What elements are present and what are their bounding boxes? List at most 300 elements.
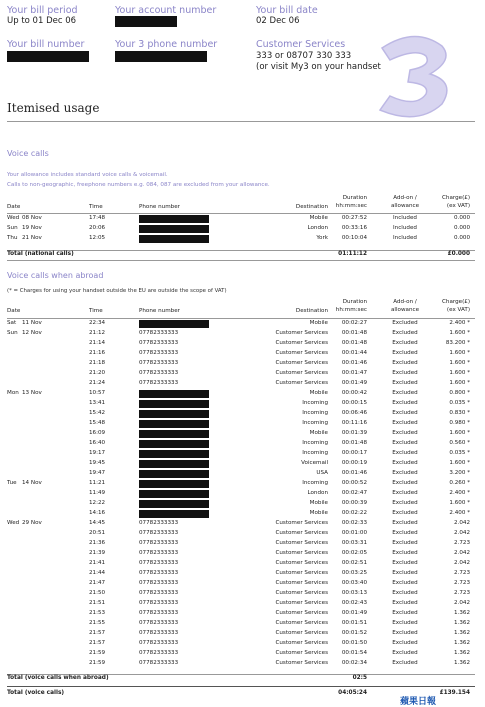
cell-time: 14:16 xyxy=(89,510,106,516)
cell-duration: 00:02:05 xyxy=(341,550,367,556)
cell-time: 21:24 xyxy=(89,380,106,386)
cell-day: Wed xyxy=(7,215,20,221)
cell-destination: Mobile xyxy=(309,510,328,516)
table-row xyxy=(0,410,485,418)
cell-time: 21:57 xyxy=(89,630,106,636)
cell-time: 21:39 xyxy=(89,550,106,556)
col-time: Time xyxy=(89,204,103,210)
cell-allowance: Excluded xyxy=(392,520,418,526)
cell-charge: 2.042 xyxy=(453,560,470,566)
cell-destination: Incoming xyxy=(302,450,328,456)
cell-allowance: Excluded xyxy=(392,650,418,656)
cell-charge: 1.362 xyxy=(453,640,470,646)
cell-time: 21:55 xyxy=(89,620,106,626)
cell-phone: 07782333333 xyxy=(139,660,179,666)
cell-time: 15:42 xyxy=(89,410,106,416)
cell-allowance: Excluded xyxy=(392,470,418,476)
cell-charge: 0.560 * xyxy=(449,440,470,446)
table-row xyxy=(0,660,485,668)
cell-duration: 00:01:00 xyxy=(341,530,367,536)
cell-duration: 00:02:47 xyxy=(341,490,367,496)
account-number-label: Your account number xyxy=(115,5,217,16)
cell-charge: 2.723 xyxy=(453,540,470,546)
cell-time: 21:18 xyxy=(89,360,106,366)
bill-date-value: 02 Dec 06 xyxy=(256,16,300,26)
cell-allowance: Excluded xyxy=(392,340,418,346)
cell-duration: 00:01:48 xyxy=(341,330,367,336)
phone-number-redaction xyxy=(115,51,207,62)
cell-destination: Customer Services xyxy=(275,540,328,546)
cell-destination: Mobile xyxy=(309,430,328,436)
table-row xyxy=(0,400,485,408)
table-row xyxy=(0,360,485,368)
cell-time: 20:06 xyxy=(89,225,106,231)
grand-total-duration: 04:05:24 xyxy=(338,690,367,696)
cell-charge: 1.600 * xyxy=(449,430,470,436)
cell-time: 11:49 xyxy=(89,490,106,496)
table-row xyxy=(0,340,485,348)
bill-period-label: Your bill period xyxy=(7,5,78,16)
cell-allowance: Excluded xyxy=(392,420,418,426)
cell-duration: 00:01:51 xyxy=(341,620,367,626)
bill-number-redaction xyxy=(7,51,89,62)
cell-destination: Customer Services xyxy=(275,360,328,366)
cell-phone: 07782333333 xyxy=(139,380,179,386)
cell-destination: Customer Services xyxy=(275,340,328,346)
cell-destination: Mobile xyxy=(309,215,328,221)
col-addon: Add-on / xyxy=(393,195,417,201)
table-row xyxy=(0,550,485,558)
account-number-redaction xyxy=(115,16,177,27)
cell-destination: Mobile xyxy=(309,500,328,506)
col-time: Time xyxy=(89,308,103,314)
cell-phone: 07782333333 xyxy=(139,360,179,366)
cell-time: 12:05 xyxy=(89,235,106,241)
cell-date: 11 Nov xyxy=(22,320,42,326)
cell-duration: 00:02:34 xyxy=(341,660,367,666)
customer-services-line2: (or visit My3 on your handset xyxy=(256,62,381,72)
cell-charge: 1.600 * xyxy=(449,460,470,466)
cell-date: 08 Nov xyxy=(22,215,42,221)
cell-allowance: Included xyxy=(393,225,417,231)
cell-allowance: Excluded xyxy=(392,610,418,616)
cell-charge: 1.600 * xyxy=(449,380,470,386)
table-row xyxy=(0,390,485,398)
phone-redaction xyxy=(139,470,209,478)
cell-duration: 00:03:31 xyxy=(341,540,367,546)
cell-duration: 00:27:52 xyxy=(341,215,367,221)
col-duration-unit: hh:mm:sec xyxy=(335,203,367,209)
cell-duration: 00:01:50 xyxy=(341,640,367,646)
col-duration: Duration xyxy=(342,299,367,305)
cell-duration: 00:01:47 xyxy=(341,370,367,376)
bill-number-label: Your bill number xyxy=(7,39,85,50)
cell-duration: 00:01:46 xyxy=(341,360,367,366)
cell-phone: 07782333333 xyxy=(139,350,179,356)
cell-destination: Mobile xyxy=(309,320,328,326)
phone-redaction xyxy=(139,390,209,398)
cell-charge: 3.200 * xyxy=(449,470,470,476)
abroad-vat-note: (* = Charges for using your handset outside the EU are outside the scope of VAT) xyxy=(7,288,227,294)
table-row xyxy=(0,450,485,458)
cell-duration: 00:01:54 xyxy=(341,650,367,656)
cell-charge: 2.042 xyxy=(453,520,470,526)
table-row xyxy=(0,560,485,568)
abroad-total-label: Total (voice calls when abroad) xyxy=(7,675,109,681)
table-row xyxy=(0,540,485,548)
phone-redaction xyxy=(139,225,209,233)
cell-phone: 07782333333 xyxy=(139,600,179,606)
cell-duration: 00:01:44 xyxy=(341,350,367,356)
cell-charge: 2.723 xyxy=(453,590,470,596)
col-phone: Phone number xyxy=(139,204,180,210)
cell-destination: Customer Services xyxy=(275,330,328,336)
cell-destination: Customer Services xyxy=(275,370,328,376)
cell-time: 21:41 xyxy=(89,560,106,566)
cell-duration: 00:03:25 xyxy=(341,570,367,576)
col-destination: Destination xyxy=(295,204,328,210)
cell-destination: London xyxy=(307,490,328,496)
cell-date: 12 Nov xyxy=(22,330,42,336)
cell-allowance: Excluded xyxy=(392,410,418,416)
col-allowance: allowance xyxy=(390,203,420,209)
cell-destination: London xyxy=(307,225,328,231)
table-row xyxy=(0,490,485,498)
cell-phone: 07782333333 xyxy=(139,560,179,566)
cell-allowance: Excluded xyxy=(392,580,418,586)
newspaper-watermark: 蘋果日報 xyxy=(400,697,437,707)
cell-time: 21:36 xyxy=(89,540,106,546)
cell-time: 19:47 xyxy=(89,470,106,476)
cell-destination: Customer Services xyxy=(275,520,328,526)
voice-header-divider xyxy=(7,213,475,214)
voice-columns-header xyxy=(0,195,485,211)
col-date: Date xyxy=(7,308,21,314)
cell-charge: 2.042 xyxy=(453,550,470,556)
cell-destination: Customer Services xyxy=(275,380,328,386)
cell-charge: 0.830 * xyxy=(449,410,470,416)
cell-allowance: Excluded xyxy=(392,370,418,376)
cell-duration: 00:00:15 xyxy=(341,400,367,406)
cell-allowance: Excluded xyxy=(392,540,418,546)
cell-destination: Mobile xyxy=(309,390,328,396)
cell-allowance: Excluded xyxy=(392,460,418,466)
table-row xyxy=(0,500,485,508)
cell-allowance: Excluded xyxy=(392,490,418,496)
cell-time: 21:59 xyxy=(89,660,106,666)
cell-destination: Customer Services xyxy=(275,350,328,356)
voice-total-duration: 01:11:12 xyxy=(338,251,367,257)
cell-duration: 00:03:40 xyxy=(341,580,367,586)
cell-phone: 07782333333 xyxy=(139,630,179,636)
cell-charge: 1.600 * xyxy=(449,370,470,376)
phone-redaction xyxy=(139,410,209,418)
col-allowance: allowance xyxy=(390,307,420,313)
cell-destination: Customer Services xyxy=(275,620,328,626)
cell-time: 21:53 xyxy=(89,610,106,616)
cell-time: 19:17 xyxy=(89,450,106,456)
cell-time: 11:21 xyxy=(89,480,106,486)
table-row xyxy=(0,470,485,478)
phone-redaction xyxy=(139,480,209,488)
cell-date: 19 Nov xyxy=(22,225,42,231)
cell-time: 12:22 xyxy=(89,500,106,506)
grand-total-divider xyxy=(7,686,475,687)
cell-allowance: Excluded xyxy=(392,500,418,506)
bill-date-label: Your bill date xyxy=(256,5,318,16)
cell-duration: 00:03:13 xyxy=(341,590,367,596)
bill-period-value: Up to 01 Dec 06 xyxy=(7,16,77,26)
cell-charge: 2.400 * xyxy=(449,490,470,496)
cell-allowance: Included xyxy=(393,215,417,221)
cell-time: 21:16 xyxy=(89,350,106,356)
cell-destination: Customer Services xyxy=(275,530,328,536)
cell-day: Tue xyxy=(7,480,17,486)
cell-duration: 00:00:19 xyxy=(341,460,367,466)
phone-redaction xyxy=(139,460,209,468)
cell-allowance: Excluded xyxy=(392,320,418,326)
cell-time: 21:59 xyxy=(89,650,106,656)
col-charge-vat: (ex VAT) xyxy=(446,307,470,313)
phone-redaction xyxy=(139,215,209,223)
cell-time: 21:57 xyxy=(89,640,106,646)
table-row xyxy=(0,520,485,528)
cell-time: 20:51 xyxy=(89,530,106,536)
cell-time: 14:45 xyxy=(89,520,106,526)
cell-charge: 2.723 xyxy=(453,580,470,586)
table-row xyxy=(0,650,485,658)
voice-exclusion-note: Calls to non-geographic, freephone numbers e.g. 084, 087 are excluded from your allowance. xyxy=(7,182,270,188)
cell-allowance: Excluded xyxy=(392,640,418,646)
cell-allowance: Excluded xyxy=(392,350,418,356)
cell-destination: Customer Services xyxy=(275,600,328,606)
cell-date: 21 Nov xyxy=(22,235,42,241)
cell-charge: 2.400 * xyxy=(449,510,470,516)
voice-total-charge: £0.000 xyxy=(447,251,470,257)
cell-destination: Incoming xyxy=(302,410,328,416)
cell-allowance: Excluded xyxy=(392,480,418,486)
phone-redaction xyxy=(139,420,209,428)
cell-charge: 1.600 * xyxy=(449,330,470,336)
cell-destination: Customer Services xyxy=(275,650,328,656)
cell-day: Wed xyxy=(7,520,20,526)
cell-time: 21:20 xyxy=(89,370,106,376)
cell-phone: 07782333333 xyxy=(139,620,179,626)
cell-destination: Customer Services xyxy=(275,560,328,566)
grand-total-charge: £139.154 xyxy=(439,690,470,696)
cell-time: 21:51 xyxy=(89,600,106,606)
table-row xyxy=(0,580,485,588)
cell-duration: 00:02:51 xyxy=(341,560,367,566)
cell-charge: 1.362 xyxy=(453,650,470,656)
table-row xyxy=(0,460,485,468)
cell-charge: 2.400 * xyxy=(449,320,470,326)
cell-destination: Customer Services xyxy=(275,630,328,636)
cell-charge: 1.362 xyxy=(453,610,470,616)
page-title: Itemised usage xyxy=(7,101,100,115)
cell-duration: 00:00:42 xyxy=(341,390,367,396)
voice-total-label: Total (national calls) xyxy=(7,251,74,257)
cell-time: 16:09 xyxy=(89,430,106,436)
three-logo-icon xyxy=(360,30,470,125)
col-charge: Charge(£) xyxy=(442,299,470,305)
cell-phone: 07782333333 xyxy=(139,520,179,526)
cell-time: 21:47 xyxy=(89,580,106,586)
cell-phone: 07782333333 xyxy=(139,650,179,656)
table-row xyxy=(0,430,485,438)
cell-destination: Incoming xyxy=(302,420,328,426)
cell-destination: Customer Services xyxy=(275,660,328,666)
cell-phone: 07782333333 xyxy=(139,540,179,546)
cell-destination: USA xyxy=(316,470,328,476)
cell-charge: 1.600 * xyxy=(449,360,470,366)
cell-destination: Customer Services xyxy=(275,590,328,596)
cell-destination: Incoming xyxy=(302,480,328,486)
cell-phone: 07782333333 xyxy=(139,580,179,586)
cell-allowance: Excluded xyxy=(392,560,418,566)
cell-day: Sun xyxy=(7,330,18,336)
cell-allowance: Excluded xyxy=(392,620,418,626)
cell-duration: 00:02:33 xyxy=(341,520,367,526)
phone-redaction xyxy=(139,500,209,508)
voice-total-bottom-divider xyxy=(7,260,475,261)
col-phone: Phone number xyxy=(139,308,180,314)
cell-destination: Customer Services xyxy=(275,640,328,646)
phone-redaction xyxy=(139,235,209,243)
cell-allowance: Excluded xyxy=(392,660,418,666)
cell-time: 21:50 xyxy=(89,590,106,596)
col-date: Date xyxy=(7,204,21,210)
cell-charge: 0.000 xyxy=(453,235,470,241)
cell-charge: 1.362 xyxy=(453,620,470,626)
cell-allowance: Excluded xyxy=(392,380,418,386)
cell-allowance: Excluded xyxy=(392,390,418,396)
abroad-header-divider xyxy=(7,318,475,319)
table-row xyxy=(0,570,485,578)
cell-charge: 1.600 * xyxy=(449,500,470,506)
cell-time: 19:45 xyxy=(89,460,106,466)
cell-duration: 00:00:17 xyxy=(341,450,367,456)
cell-allowance: Excluded xyxy=(392,570,418,576)
cell-duration: 00:01:49 xyxy=(341,380,367,386)
phone-redaction xyxy=(139,510,209,518)
cell-charge: 0.035 * xyxy=(449,400,470,406)
cell-time: 10:57 xyxy=(89,390,106,396)
cell-duration: 00:02:43 xyxy=(341,600,367,606)
phone-redaction xyxy=(139,440,209,448)
cell-allowance: Excluded xyxy=(392,510,418,516)
cell-duration: 00:02:27 xyxy=(341,320,367,326)
cell-destination: Customer Services xyxy=(275,580,328,586)
cell-day: Thu xyxy=(7,235,18,241)
cell-charge: 0.260 * xyxy=(449,480,470,486)
col-addon: Add-on / xyxy=(393,299,417,305)
table-row xyxy=(0,235,485,243)
phone-redaction xyxy=(139,320,209,328)
table-row xyxy=(0,600,485,608)
cell-allowance: Excluded xyxy=(392,360,418,366)
cell-destination: Customer Services xyxy=(275,550,328,556)
table-row xyxy=(0,640,485,648)
grand-total-label: Total (voice calls) xyxy=(7,690,65,696)
voice-total-row xyxy=(0,251,485,260)
cell-charge: 1.600 * xyxy=(449,350,470,356)
table-row xyxy=(0,610,485,618)
voice-allowance-note: Your allowance includes standard voice calls & voicemail. xyxy=(7,172,168,178)
col-duration-unit: hh:mm:sec xyxy=(335,307,367,313)
table-row xyxy=(0,350,485,358)
phone-number-label: Your 3 phone number xyxy=(115,39,218,50)
customer-services-line1: 333 or 08707 330 333 xyxy=(256,51,352,61)
col-duration: Duration xyxy=(342,195,367,201)
table-row xyxy=(0,620,485,628)
cell-duration: 00:10:04 xyxy=(341,235,367,241)
cell-time: 13:41 xyxy=(89,400,106,406)
cell-allowance: Excluded xyxy=(392,590,418,596)
cell-time: 17:48 xyxy=(89,215,106,221)
cell-duration: 00:02:22 xyxy=(341,510,367,516)
cell-allowance: Excluded xyxy=(392,430,418,436)
cell-allowance: Excluded xyxy=(392,600,418,606)
table-row xyxy=(0,225,485,233)
cell-charge: 1.362 xyxy=(453,630,470,636)
cell-charge: 2.042 xyxy=(453,600,470,606)
table-row xyxy=(0,590,485,598)
cell-duration: 00:00:52 xyxy=(341,480,367,486)
cell-destination: York xyxy=(316,235,328,241)
cell-phone: 07782333333 xyxy=(139,370,179,376)
cell-phone: 07782333333 xyxy=(139,330,179,336)
cell-charge: 0.000 xyxy=(453,225,470,231)
table-row xyxy=(0,320,485,328)
col-charge: Charge(£) xyxy=(442,195,470,201)
table-row xyxy=(0,440,485,448)
cell-charge: 2.042 xyxy=(453,530,470,536)
cell-date: 29 Nov xyxy=(22,520,42,526)
cell-phone: 07782333333 xyxy=(139,340,179,346)
cell-time: 21:12 xyxy=(89,330,106,336)
cell-allowance: Excluded xyxy=(392,330,418,336)
cell-allowance: Included xyxy=(393,235,417,241)
cell-duration: 00:01:52 xyxy=(341,630,367,636)
table-row xyxy=(0,630,485,638)
cell-time: 16:40 xyxy=(89,440,106,446)
phone-redaction xyxy=(139,400,209,408)
table-row xyxy=(0,480,485,488)
cell-phone: 07782333333 xyxy=(139,610,179,616)
abroad-total-duration: 02:5 xyxy=(352,675,367,681)
cell-day: Mon xyxy=(7,390,19,396)
cell-allowance: Excluded xyxy=(392,630,418,636)
phone-redaction xyxy=(139,430,209,438)
cell-allowance: Excluded xyxy=(392,440,418,446)
cell-day: Sun xyxy=(7,225,18,231)
cell-phone: 07782333333 xyxy=(139,530,179,536)
cell-date: 14 Nov xyxy=(22,480,42,486)
cell-destination: Customer Services xyxy=(275,570,328,576)
cell-charge: 0.000 xyxy=(453,215,470,221)
cell-time: 15:48 xyxy=(89,420,106,426)
abroad-heading: Voice calls when abroad xyxy=(7,271,104,280)
cell-time: 22:34 xyxy=(89,320,106,326)
cell-charge: 0.980 * xyxy=(449,420,470,426)
table-row xyxy=(0,370,485,378)
cell-charge: 0.035 * xyxy=(449,450,470,456)
cell-destination: Voicemail xyxy=(301,460,328,466)
cell-duration: 00:33:16 xyxy=(341,225,367,231)
cell-day: Sat xyxy=(7,320,17,326)
cell-date: 13 Nov xyxy=(22,390,42,396)
